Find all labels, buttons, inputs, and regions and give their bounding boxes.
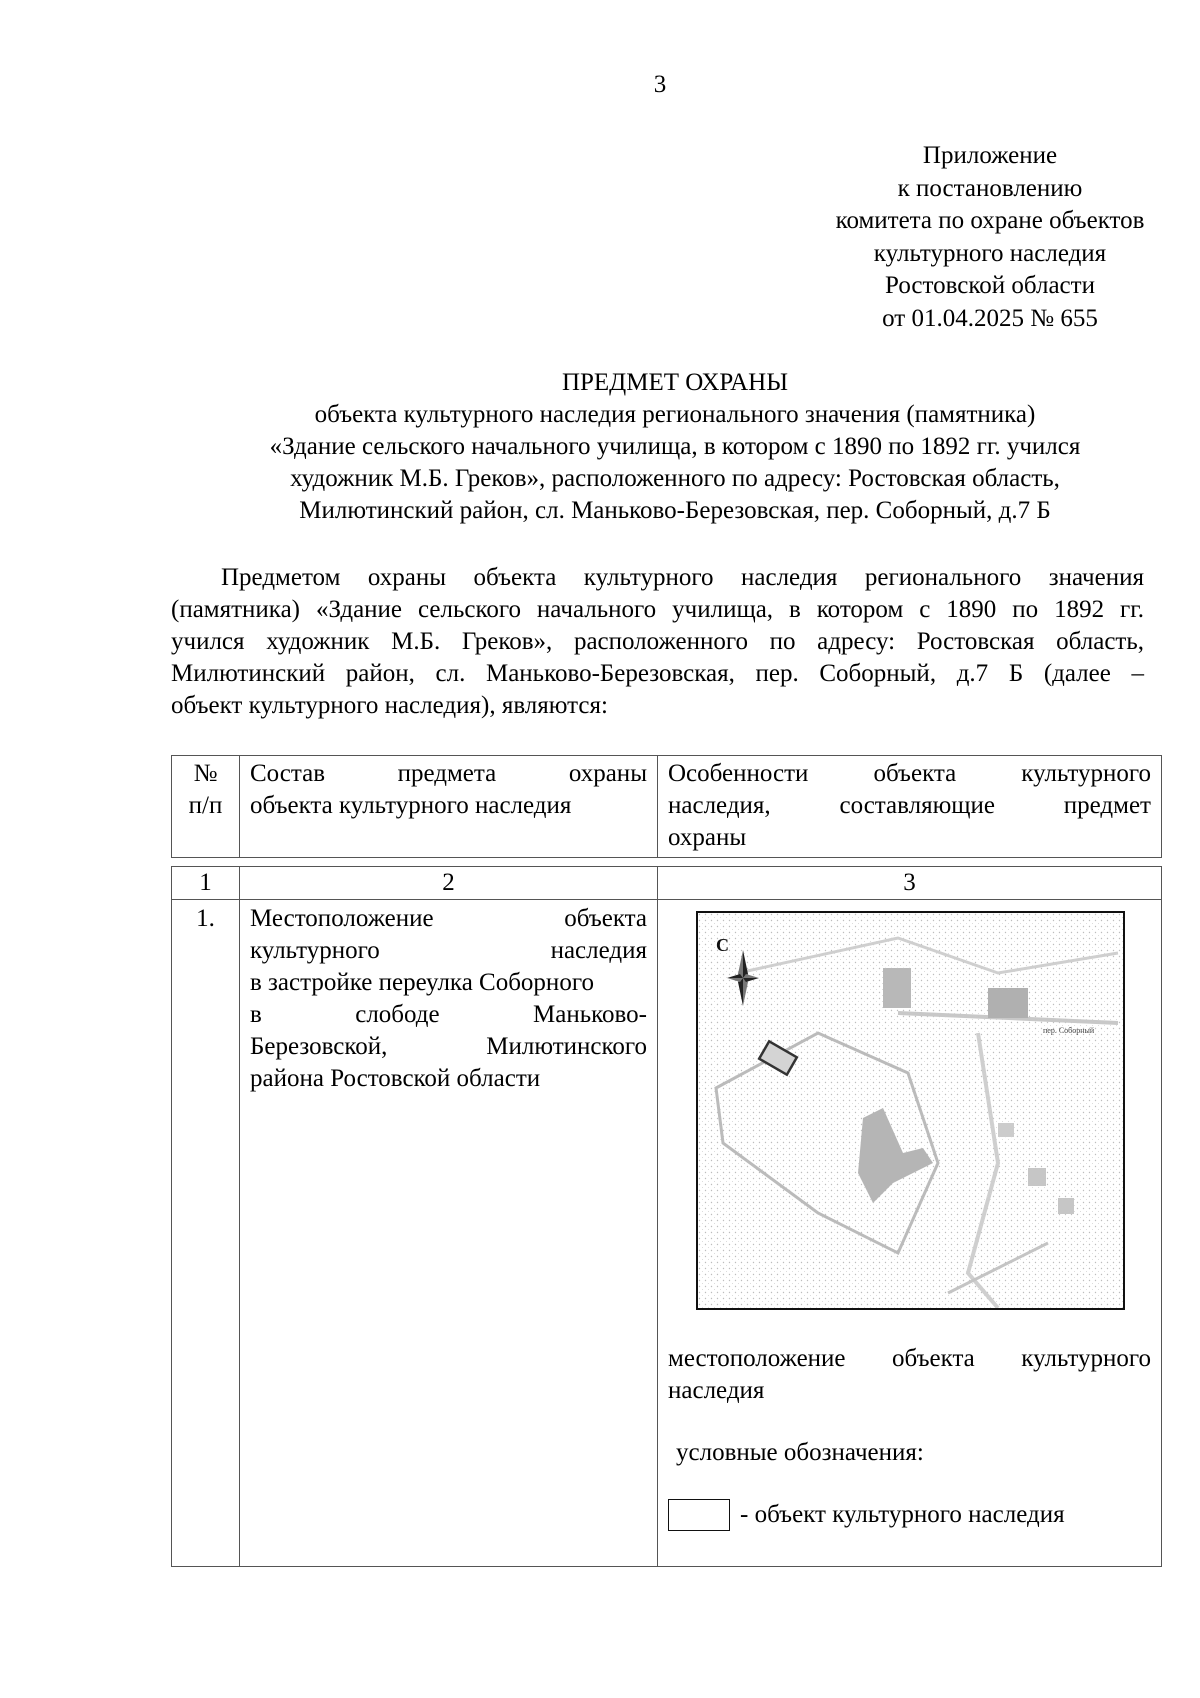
header-text: № [193, 760, 218, 787]
header-text: объекта культурного наследия [250, 792, 572, 819]
caption-line: местоположение объекта культурного [668, 1345, 1151, 1372]
north-label: С [716, 935, 729, 955]
table-row [172, 900, 1162, 1567]
intro-line: Предметом охраны объекта культурного наследия регионального значения [221, 564, 1144, 591]
legend-label: - объект культурного наследия [740, 1501, 1065, 1528]
header-number-cell [172, 756, 240, 858]
column-number: 2 [240, 867, 658, 900]
map-building [883, 968, 911, 1008]
document-title [175, 367, 1175, 527]
title-line: Милютинский район, сл. Маньково-Березовская, пер. Соборный, д.7 Б [299, 497, 1051, 524]
location-map [696, 911, 1125, 1310]
title-line: художник М.Б. Греков», расположенного по адресу: Ростовская область, [290, 465, 1060, 492]
title-heading: ПРЕДМЕТ ОХРАНЫ [561, 369, 789, 396]
title-line: объекта культурного наследия регионального значения (памятника) [314, 401, 1036, 428]
appendix-line: Ростовской области [885, 272, 1095, 300]
legend-item [668, 1499, 1151, 1531]
intro-line: учился художник М.Б. Греков», расположенного по адресу: Ростовская область, [171, 628, 1144, 655]
appendix-line: к постановлению [897, 174, 1083, 202]
column-number-row [172, 867, 1162, 900]
intro-line: (памятника) «Здание сельского начального училища, в котором с 1890 по 1892 гг. [171, 596, 1144, 623]
page-number: 3 [653, 71, 667, 98]
intro-line: Милютинский район, сл. Маньково-Березовская, пер. Соборный, д.7 Б (далее – [171, 660, 1144, 687]
caption-line: наследия [668, 1377, 765, 1404]
appendix-line: от 01.04.2025 № 655 [882, 304, 1098, 332]
composition-cell [240, 900, 658, 1567]
intro-paragraph [171, 562, 1144, 722]
composition-line: в застройке переулка Соборного [250, 969, 594, 996]
map-caption [668, 1343, 1151, 1407]
header-text: Особенности объекта культурного [668, 760, 1151, 787]
legend-swatch [668, 1499, 730, 1531]
appendix-line: комитета по охране объектов [835, 207, 1145, 235]
header-table [171, 755, 1162, 858]
header-row [172, 756, 1162, 858]
composition-line: Березовской, Милютинского [250, 1033, 647, 1060]
composition-line: района Ростовской области [250, 1065, 541, 1092]
appendix-line: культурного наследия [873, 239, 1107, 267]
composition-line: Местоположение объекта [250, 905, 647, 932]
composition-line: в слободе Маньково- [250, 1001, 647, 1028]
intro-line: объект культурного наследия), являются: [171, 692, 608, 719]
map-building [988, 988, 1028, 1018]
row-number: 1. [172, 900, 240, 1567]
map-building [998, 1123, 1014, 1137]
content-table [171, 866, 1162, 1567]
legend-title: условные обозначения: [676, 1439, 924, 1466]
header-composition-cell [240, 756, 658, 858]
header-text: Состав предмета охраны [250, 760, 647, 787]
street-label: пер. Соборный [1043, 1026, 1095, 1035]
column-number: 1 [172, 867, 240, 900]
features-cell [658, 900, 1162, 1567]
map-building [1028, 1168, 1046, 1186]
header-text: охраны [668, 824, 747, 851]
header-text: наследия, составляющие предмет [668, 792, 1151, 819]
map-drawing [698, 913, 1123, 1308]
column-number: 3 [658, 867, 1162, 900]
header-text: п/п [188, 792, 223, 819]
appendix-line: Приложение [922, 142, 1058, 169]
appendix-block [780, 140, 1200, 336]
composition-line: культурного наследия [250, 937, 647, 964]
title-line: «Здание сельского начального училища, в котором с 1890 по 1892 гг. учился [269, 433, 1081, 460]
header-features-cell [658, 756, 1162, 858]
map-building [1058, 1198, 1074, 1214]
